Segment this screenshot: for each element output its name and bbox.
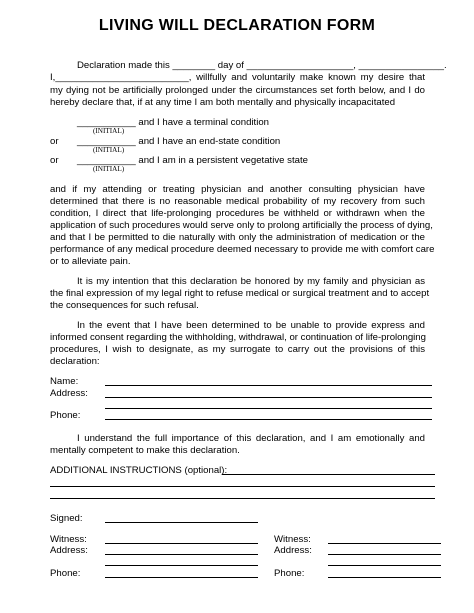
declaration-date-line: Declaration made this ________ day of ____________________, ________________. <box>77 60 447 71</box>
or-label: or <box>50 155 59 166</box>
additional-instructions-field[interactable] <box>222 474 435 475</box>
paragraph-line: In the event that I have been determined to be unable to provide express and <box>77 320 425 331</box>
signature-field[interactable] <box>105 522 258 523</box>
condition-vegetative: ___________ and I am in a persistent vegetative state <box>77 155 308 166</box>
witness-2-field[interactable] <box>328 543 441 544</box>
paragraph-line: application of such procedures would serve only to prolong artificially the process of dying, <box>50 220 433 231</box>
paragraph-line: and that I be permitted to die naturally with only the administration of medication or the <box>50 232 425 243</box>
paragraph-line: or to alleviate pain. <box>50 256 131 267</box>
paragraph-line: declaration: <box>50 356 100 367</box>
paragraph-line: the final expression of my legal right to refuse medical or surgical treatment and to accept <box>50 288 430 299</box>
witness-2-phone-label: Phone: <box>274 568 305 579</box>
condition-end-state: ___________ and I have an end-state condition <box>77 136 281 147</box>
surrogate-name-label: Name: <box>50 376 79 387</box>
declaration-text-line: my dying not be artificially prolonged under the circumstances set forth below, and I do <box>50 85 425 96</box>
paragraph-line: the consequences for such refusal. <box>50 300 199 311</box>
additional-instructions-field-2[interactable] <box>50 486 435 487</box>
surrogate-address-field[interactable] <box>105 397 432 398</box>
signed-label: Signed: <box>50 513 83 524</box>
witness-1-phone-field[interactable] <box>105 577 258 578</box>
paragraph-line: It is my intention that this declaration be honored by my family and physician as <box>77 276 425 287</box>
witness-2-address-field-2[interactable] <box>328 565 441 566</box>
understanding-line: I understand the full importance of this declaration, and I am emotionally and <box>77 433 425 444</box>
surrogate-address-field-2[interactable] <box>105 408 432 409</box>
surrogate-address-label: Address: <box>50 388 88 399</box>
surrogate-phone-field[interactable] <box>105 419 432 420</box>
paragraph-line: determined that there is no reasonable medical probability of my recovery from such <box>50 196 425 207</box>
surrogate-name-field[interactable] <box>105 385 432 386</box>
witness-1-phone-label: Phone: <box>50 568 81 579</box>
witness-2-address-label: Address: <box>274 545 312 556</box>
understanding-line: mentally competent to make this declaration. <box>50 445 240 456</box>
condition-terminal: ___________ and I have a terminal condition <box>77 117 270 128</box>
witness-2-label: Witness: <box>274 534 311 545</box>
paragraph-line: condition, I direct that life-prolonging procedures be withheld or withdrawn when the <box>50 208 425 219</box>
witness-1-address-field-2[interactable] <box>105 565 258 566</box>
surrogate-phone-label: Phone: <box>50 410 81 421</box>
additional-instructions-label: ADDITIONAL INSTRUCTIONS (optional): <box>50 465 228 476</box>
additional-instructions-field-3[interactable] <box>50 498 435 499</box>
witness-1-field[interactable] <box>105 543 258 544</box>
witness-2-phone-field[interactable] <box>328 577 441 578</box>
witness-1-label: Witness: <box>50 534 87 545</box>
declarant-name-line: I,_________________________, willfully and voluntarily make known my desire that <box>50 72 425 83</box>
paragraph-line: informed consent regarding the withholding, withdrawal, or continuation of life-prolonging <box>50 332 426 343</box>
witness-1-address-label: Address: <box>50 545 88 556</box>
page-title: LIVING WILL DECLARATION FORM <box>98 17 376 34</box>
initial-label: (INITIAL) <box>93 146 125 154</box>
witness-2-address-field[interactable] <box>328 554 441 555</box>
paragraph-line: procedures, I wish to designate, as my surrogate to carry out the provisions of this <box>50 344 425 355</box>
or-label: or <box>50 136 59 147</box>
initial-label: (INITIAL) <box>93 165 125 173</box>
paragraph-line: and if my attending or treating physician and another consulting physician have <box>50 184 425 195</box>
initial-label: (INITIAL) <box>93 127 125 135</box>
paragraph-line: performance of any medical procedure deemed necessary to provide me with comfort care <box>50 244 435 255</box>
declaration-text-line: hereby declare that, if at any time I am both mentally and physically incapacitated <box>50 97 396 108</box>
witness-1-address-field[interactable] <box>105 554 258 555</box>
